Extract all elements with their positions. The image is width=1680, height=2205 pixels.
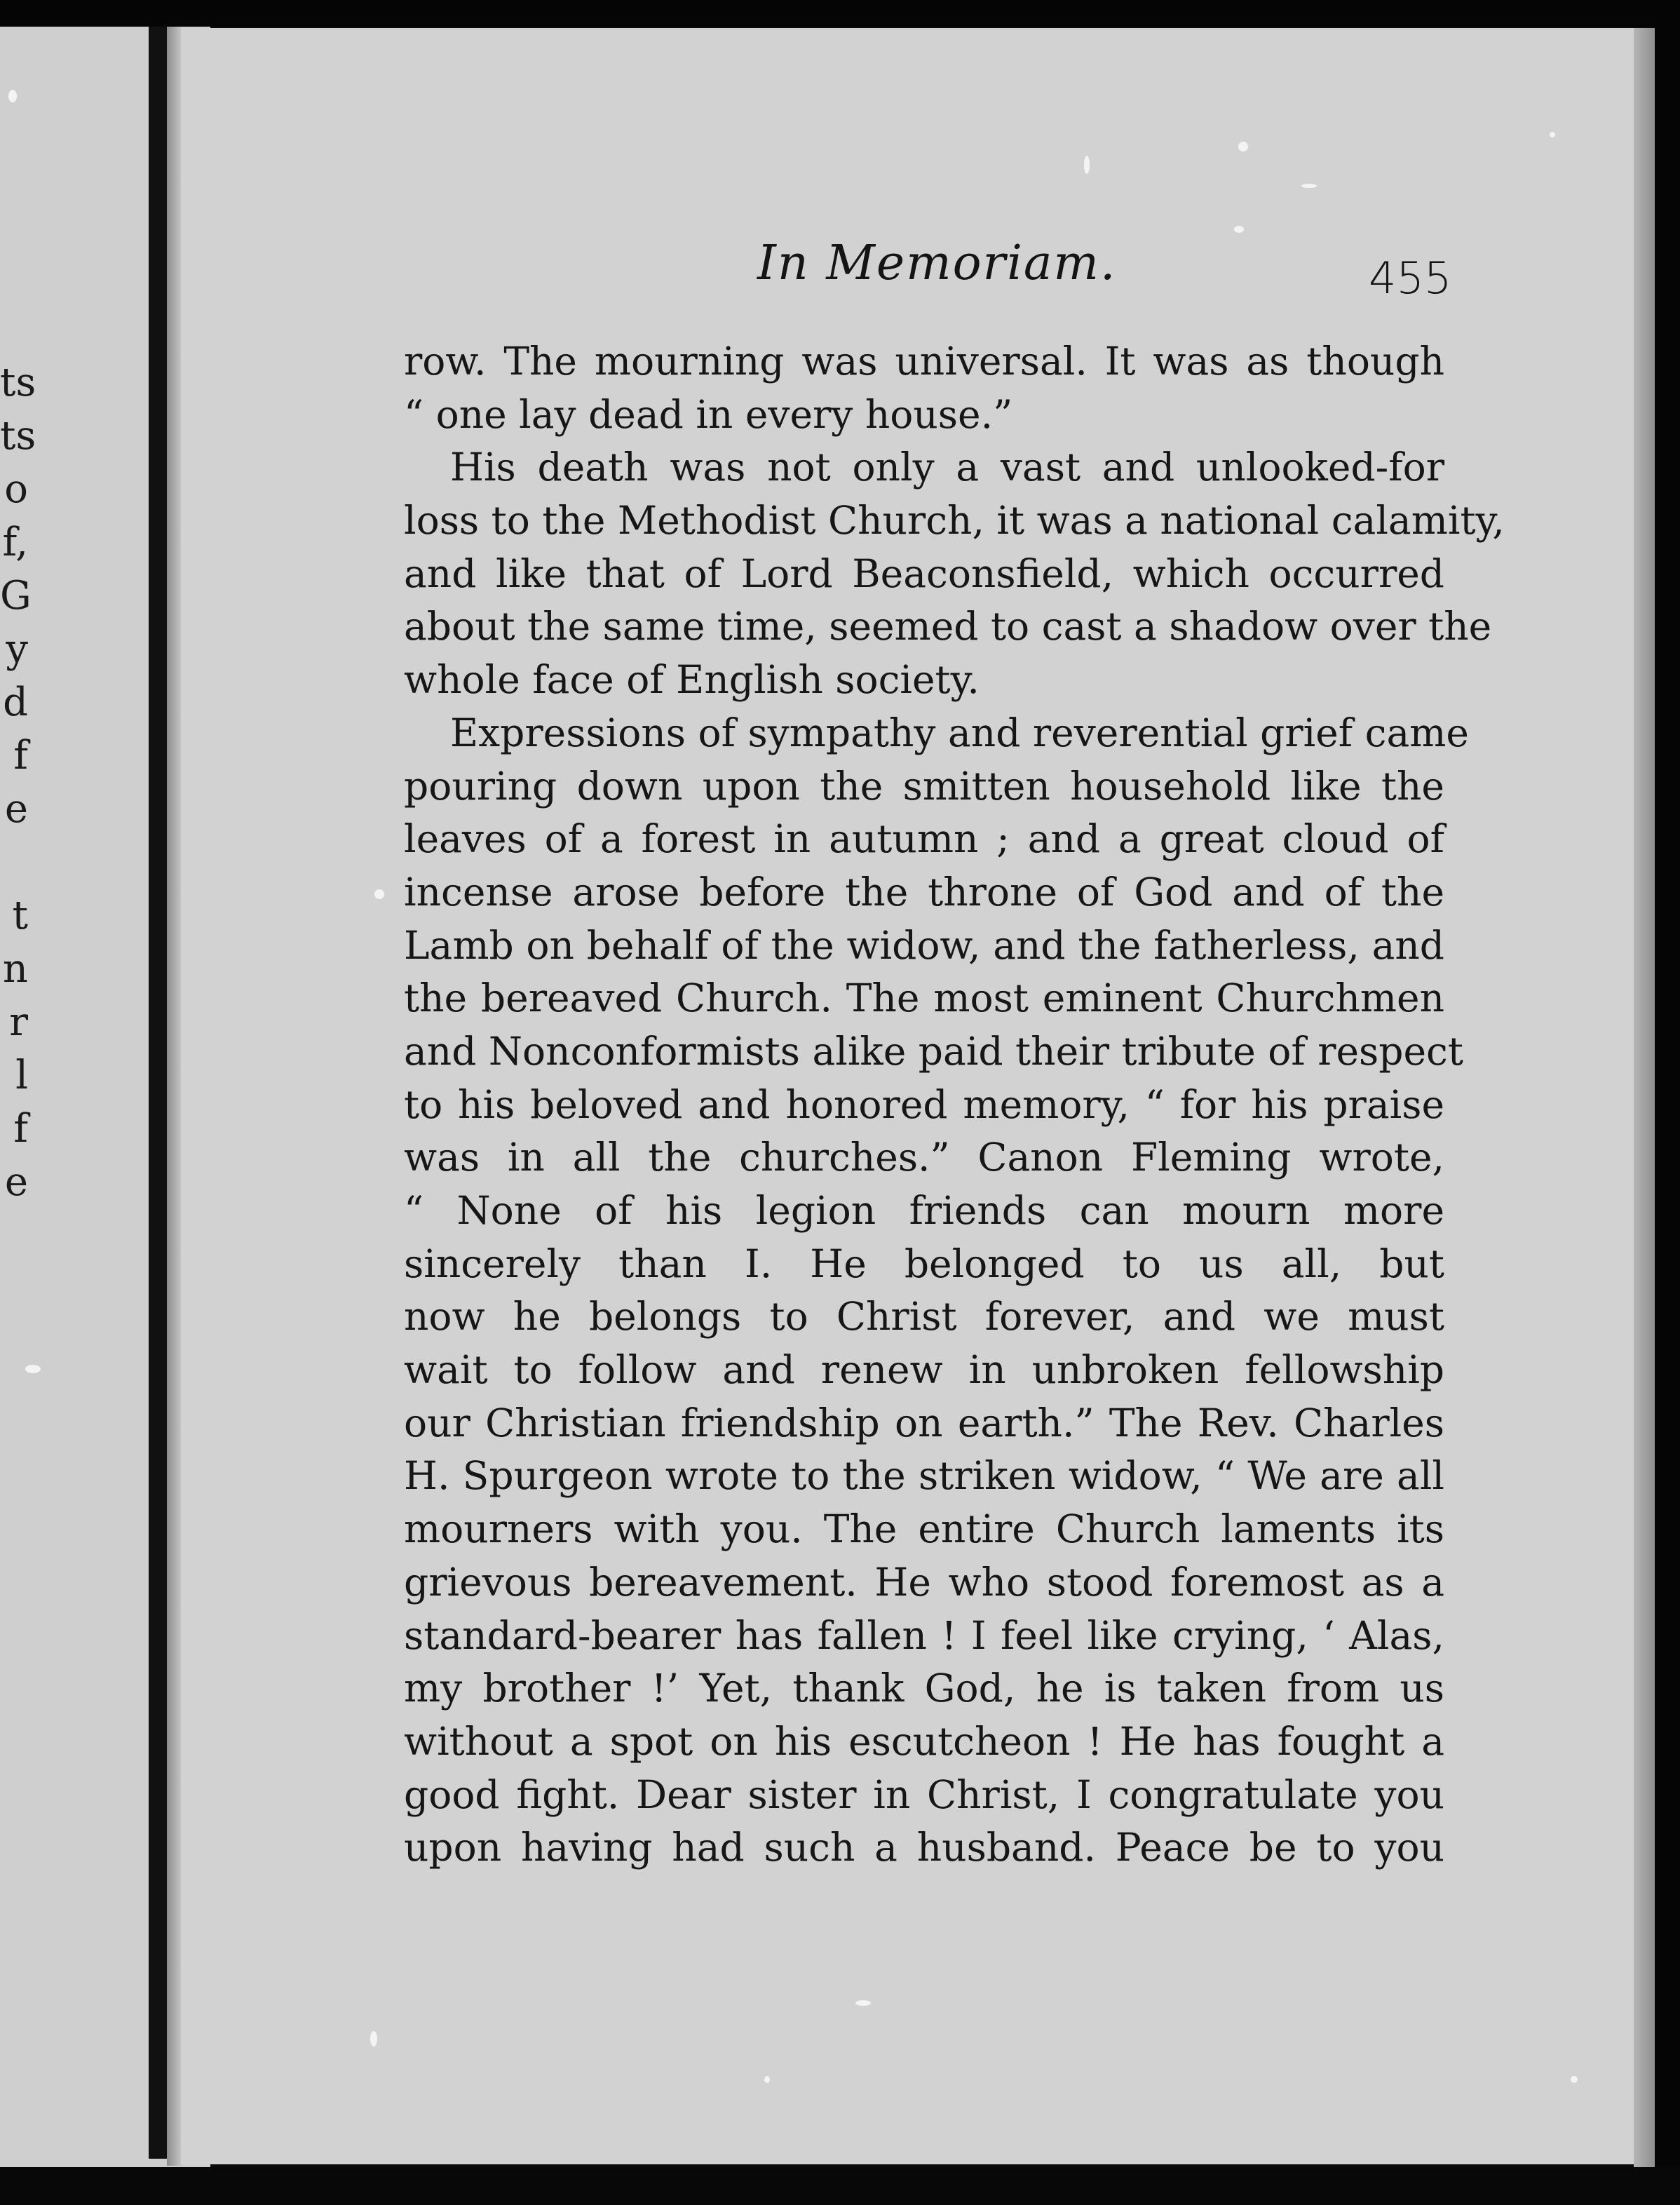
text-line: incense arose before the throne of God and of the — [404, 869, 1444, 915]
dust-speck — [8, 90, 17, 102]
fragment: ts — [0, 360, 36, 405]
text-line: loss to the Methodist Church, it was a national calamity, — [404, 498, 1505, 544]
text-line: about the same time, seemed to cast a shadow over the — [404, 604, 1492, 649]
text-line: Lamb on behalf of the widow, and the fatherless, and — [404, 922, 1444, 968]
text-line: His death was not only a vast and unlooked-for — [450, 445, 1444, 490]
text-line: leaves of a forest in autumn ; and a great cloud of — [404, 816, 1444, 862]
fragment: ts — [0, 413, 36, 459]
text-line: and like that of Lord Beaconsfield, which occurred — [404, 551, 1444, 596]
fragment: f — [13, 733, 28, 778]
page-number: 455 — [1369, 252, 1452, 304]
text-line: and Nonconformists alike paid their tribute of respect — [404, 1028, 1463, 1074]
book-spine — [149, 27, 167, 2159]
text-line: now he belongs to Christ forever, and we must — [404, 1294, 1444, 1340]
fragment: d — [3, 680, 28, 725]
text-line: grievous bereavement. He who stood foremost as a — [404, 1559, 1444, 1605]
fragment: y — [6, 626, 28, 672]
page-edge — [1634, 28, 1655, 2195]
fragment: r — [9, 999, 28, 1045]
scan-top-border — [0, 0, 1680, 27]
running-head: In Memoriam. — [757, 236, 1117, 291]
text-line: upon having had such a husband. Peace be to you — [404, 1825, 1444, 1870]
fragment: n — [2, 946, 28, 992]
scan-bottom-border — [0, 2167, 1680, 2205]
text-line: wait to follow and renew in unbroken fellowship — [404, 1347, 1444, 1393]
dust-speck — [1550, 132, 1555, 137]
dust-speck — [1084, 156, 1090, 174]
fragment: f — [13, 1106, 28, 1152]
text-line: was in all the churches.” Canon Fleming wrote, — [404, 1135, 1444, 1180]
dust-speck — [1238, 142, 1248, 151]
text-line: pouring down upon the smitten household like the — [404, 763, 1444, 809]
body-text — [404, 335, 1505, 1875]
text-line: without a spot on his escutcheon ! He has fought a — [404, 1718, 1444, 1764]
dust-speck — [374, 889, 384, 899]
dust-speck — [370, 2031, 377, 2046]
text-line: “ None of his legion friends can mourn more — [404, 1188, 1444, 1233]
text-line: to his beloved and honored memory, “ for his praise — [404, 1081, 1444, 1127]
dust-speck — [855, 2000, 871, 2006]
text-line: “ one lay dead in every house.” — [404, 391, 1013, 437]
gutter-shadow — [167, 27, 182, 2166]
text-line: row. The mourning was universal. It was as though — [404, 339, 1444, 384]
dust-speck — [1234, 226, 1244, 233]
text-line: Expressions of sympathy and reverential grief came — [450, 710, 1469, 755]
fragment: f, — [2, 520, 28, 565]
facing-page-text-fragments — [0, 356, 36, 1209]
text-line: my brother !’ Yet, thank God, he is taken from us — [404, 1666, 1444, 1711]
dust-speck — [764, 2076, 770, 2083]
dust-speck — [1301, 184, 1317, 188]
fragment: t — [12, 893, 28, 938]
fragment: e — [4, 786, 28, 832]
text-line: mourners with you. The entire Church laments its — [404, 1506, 1444, 1552]
fragment: e — [4, 1159, 28, 1205]
dust-speck — [25, 1365, 41, 1373]
fragment — [0, 836, 28, 889]
text-line: standard-bearer has fallen ! I feel like crying, ‘ Alas, — [404, 1612, 1444, 1658]
text-line: good fight. Dear sister in Christ, I congratulate you — [404, 1772, 1444, 1817]
scan-right-border — [1655, 0, 1680, 2205]
text-line: our Christian friendship on earth.” The Rev. Charles — [404, 1400, 1444, 1445]
text-line: sincerely than I. He belonged to us all, but — [404, 1241, 1444, 1286]
fragment: l — [15, 1053, 28, 1098]
fragment: o — [4, 466, 28, 512]
text-line: the bereaved Church. The most eminent Churchmen — [404, 976, 1444, 1021]
fragment: G — [0, 573, 32, 619]
text-line: whole face of English society. — [404, 657, 980, 703]
text-line: H. Spurgeon wrote to the striken widow, “ We are all — [404, 1453, 1444, 1499]
dust-speck — [1571, 2076, 1578, 2083]
